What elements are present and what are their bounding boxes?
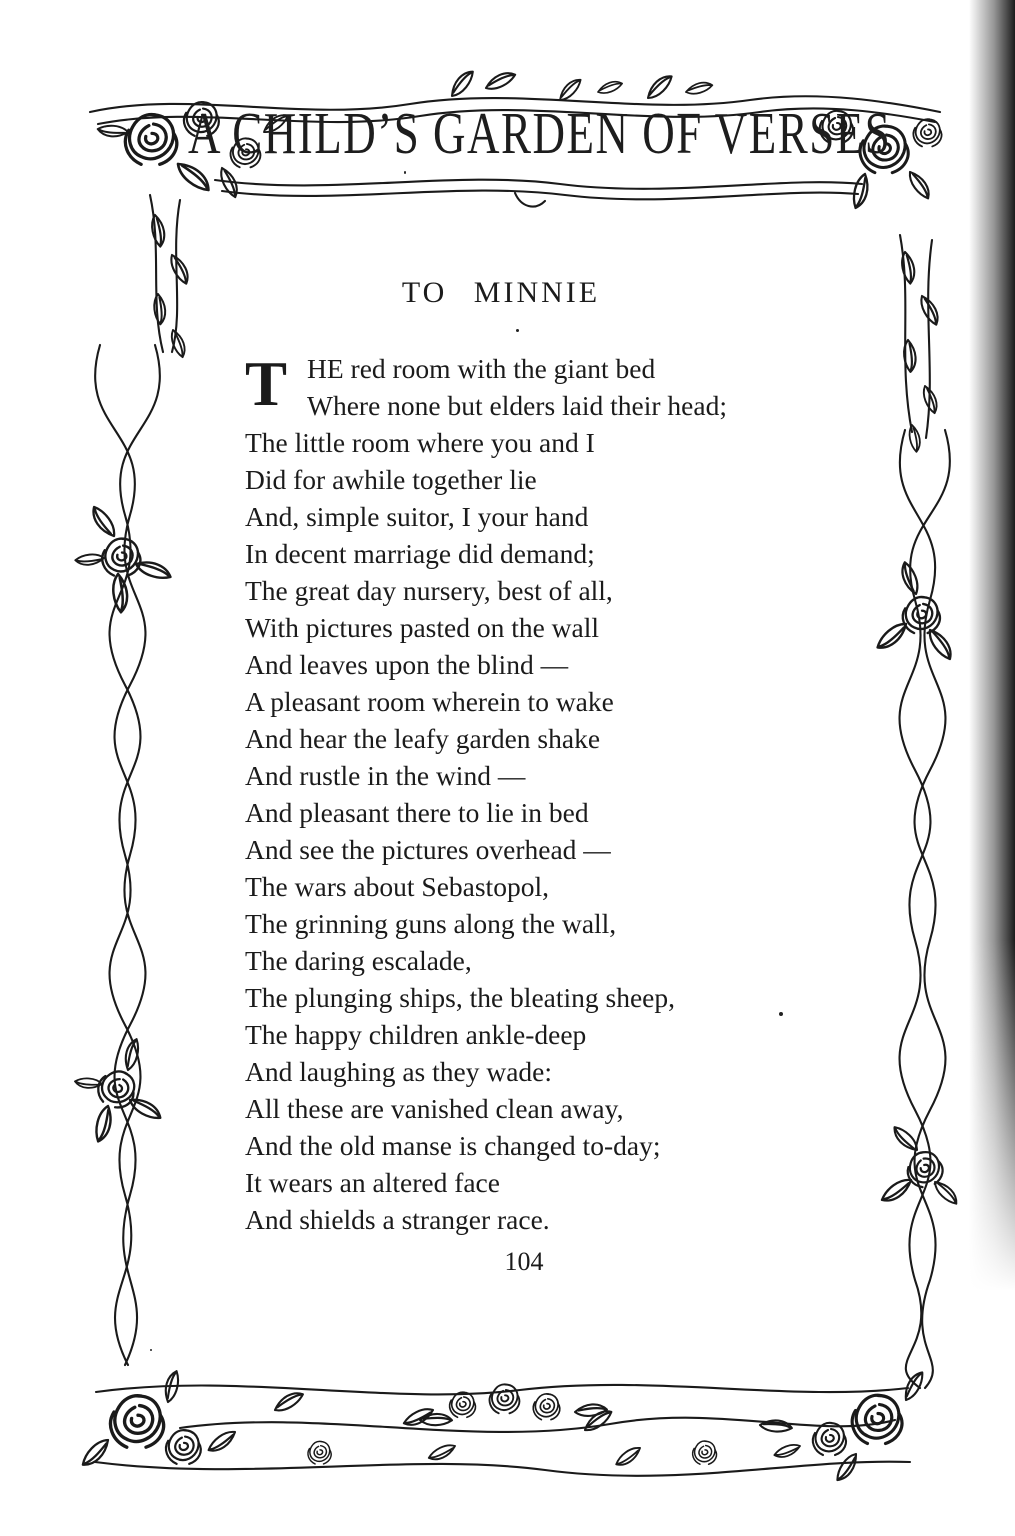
scan-speck (779, 1012, 783, 1016)
poem-body (245, 350, 775, 1280)
poem-line: With pictures pasted on the wall (245, 612, 600, 643)
drop-cap: T (245, 349, 288, 419)
book-title-banner: A CHILD’S GARDEN OF VERSES (188, 100, 892, 167)
scan-speck (404, 171, 406, 174)
poem-line: Where none but elders laid their head; (307, 390, 727, 421)
poem-line: It wears an altered face (245, 1167, 500, 1198)
poem-line: The great day nursery, best of all, (245, 575, 613, 606)
poem-line: The happy children ankle-deep (245, 1019, 587, 1050)
poem-line: And the old manse is changed to-day; (245, 1130, 661, 1161)
poem-line: And rustle in the wind — (245, 760, 526, 791)
poem-line: Did for awhile together lie (245, 464, 537, 495)
scan-edge-shadow-fade (969, 940, 1015, 1292)
poem-line: And leaves upon the blind — (245, 649, 569, 680)
poem-line: The plunging ships, the bleating sheep, (245, 982, 675, 1013)
poem-line: All these are vanished clean away, (245, 1093, 624, 1124)
poem-lines (245, 424, 775, 1238)
left-border-vine (74, 345, 172, 1365)
bottom-border-garland (77, 1370, 929, 1483)
poem-line: HE red room with the giant bed (307, 353, 656, 384)
poem-line: And, simple suitor, I your hand (245, 501, 589, 532)
poem-line: And shields a stranger race. (245, 1204, 550, 1235)
poem-line: The grinning guns along the wall, (245, 908, 617, 939)
poem-line: And hear the leafy garden shake (245, 723, 601, 754)
poem-line: In decent marriage did demand; (245, 538, 595, 569)
scan-speck (516, 329, 519, 332)
poem-line: And pleasant there to lie in bed (245, 797, 589, 828)
poem-line: The little room where you and I (245, 427, 595, 458)
poem-line: And laughing as they wade: (245, 1056, 553, 1087)
right-border-vine (873, 430, 959, 1388)
poem-title: TO MINNIE (401, 276, 601, 309)
poem-line: A pleasant room wherein to wake (245, 686, 614, 717)
scan-speck (150, 1349, 152, 1351)
page-number: 104 (504, 1247, 544, 1276)
poem-line: The daring escalade, (245, 945, 472, 976)
poem-line: And see the pictures overhead — (245, 834, 611, 865)
page-content (245, 276, 775, 1280)
poem-line: The wars about Sebastopol, (245, 871, 549, 902)
